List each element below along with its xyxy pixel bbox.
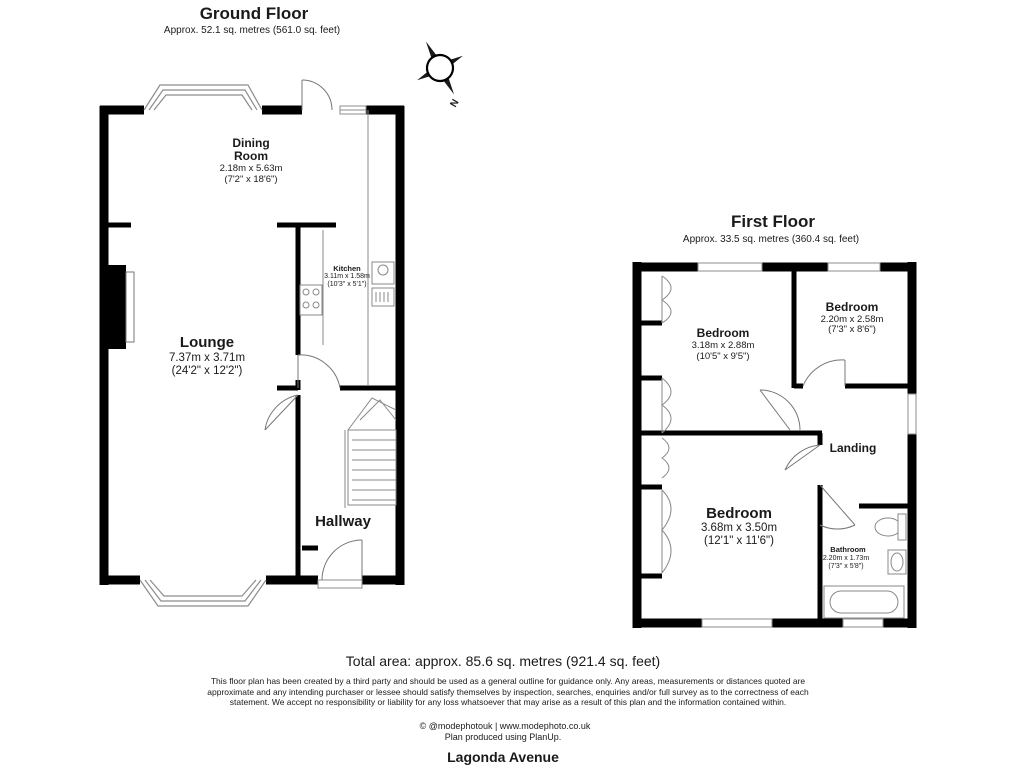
- bedroom-large-metric: 3.68m x 3.50m: [700, 522, 778, 534]
- front-door: [318, 540, 362, 588]
- dining-room-label: [232, 137, 269, 163]
- lounge-bay-window: [140, 580, 266, 606]
- total-area: Total area: approx. 85.6 sq. metres (921.4 sq. feet): [345, 653, 661, 669]
- bedroom-mid-metric: 3.18m x 2.88m: [691, 340, 755, 351]
- lounge-door: [265, 395, 298, 430]
- bathroom-name: Bathroom: [830, 545, 866, 554]
- toilet: [875, 518, 901, 536]
- disclaimer-line-2: approximate and any intending purchaser or lessee should satisfy themselves by inspection, searches, enquiries and/or full survey as to the correctness of each: [207, 686, 809, 697]
- dining-room-imperial: (7'2" x 18'6"): [224, 174, 278, 185]
- dining-room-name-line1: Dining: [232, 136, 270, 150]
- dining-room-metric: 2.18m x 5.63m: [219, 163, 283, 174]
- plan-produced: Plan produced using PlanUp.: [444, 732, 562, 742]
- fireplace-hearth: [126, 272, 134, 342]
- kitchen-metric: 3.11m x 1.58m: [324, 273, 370, 280]
- bedroom-large-name: Bedroom: [706, 505, 772, 522]
- kitchen-worktops: [300, 110, 394, 385]
- dining-bay-window: [144, 85, 262, 110]
- bedroom-small-imperial: (7'3" x 8'6"): [828, 324, 876, 335]
- first-floor-title: First Floor: [730, 212, 816, 231]
- wardrobes: [662, 276, 671, 573]
- staircase: [345, 398, 396, 508]
- dining-room-name-line2: Room: [233, 149, 268, 163]
- lounge-metric: 7.37m x 3.71m: [168, 352, 246, 364]
- disclaimer-line-3: statement. We accept no responsibility or liability for any loss whatsoever that may arise as a result of this plan and the information contained within.: [229, 697, 787, 707]
- bedroom-large-imperial: (12'1" x 11'6"): [704, 535, 774, 547]
- kitchen-door: [298, 355, 340, 388]
- fireplace: [108, 265, 126, 349]
- disclaimer-line-1: This floor plan has been created by a third party and should be used as a general outline for guidance only. Any areas, measurements or distances quoted are: [210, 676, 806, 686]
- kitchen-imperial: (10'3" x 5'1"): [327, 281, 367, 288]
- property-name: Lagonda Avenue: [447, 749, 559, 765]
- bathroom-imperial: (7'3" x 5'8"): [828, 563, 864, 570]
- bedroom-mid-imperial: (10'5" x 9'5"): [696, 351, 750, 362]
- bedroom-small-metric: 2.20m x 2.58m: [820, 314, 884, 325]
- ground-floor-title: Ground Floor: [199, 4, 309, 23]
- ground-floor-area: Approx. 52.1 sq. metres (561.0 sq. feet): [163, 25, 341, 36]
- first-floor-area: Approx. 33.5 sq. metres (360.4 sq. feet): [682, 234, 860, 245]
- compass-north-label: N: [448, 97, 462, 110]
- lounge-imperial: (24'2" x 12'2"): [171, 365, 243, 377]
- credit: © @modephotouk | www.modephoto.co.uk: [419, 721, 591, 731]
- bathroom-metric: 2.20m x 1.73m: [822, 555, 870, 562]
- lounge-name: Lounge: [179, 334, 235, 351]
- kitchen-name: Kitchen: [333, 264, 361, 273]
- bedroom-small-name: Bedroom: [825, 300, 879, 314]
- disclaimer: [207, 676, 808, 708]
- bedroom-mid-name: Bedroom: [696, 326, 750, 340]
- compass-icon: [403, 29, 477, 106]
- landing-name: Landing: [829, 441, 877, 455]
- back-door: [302, 80, 332, 110]
- hallway-name: Hallway: [315, 513, 371, 530]
